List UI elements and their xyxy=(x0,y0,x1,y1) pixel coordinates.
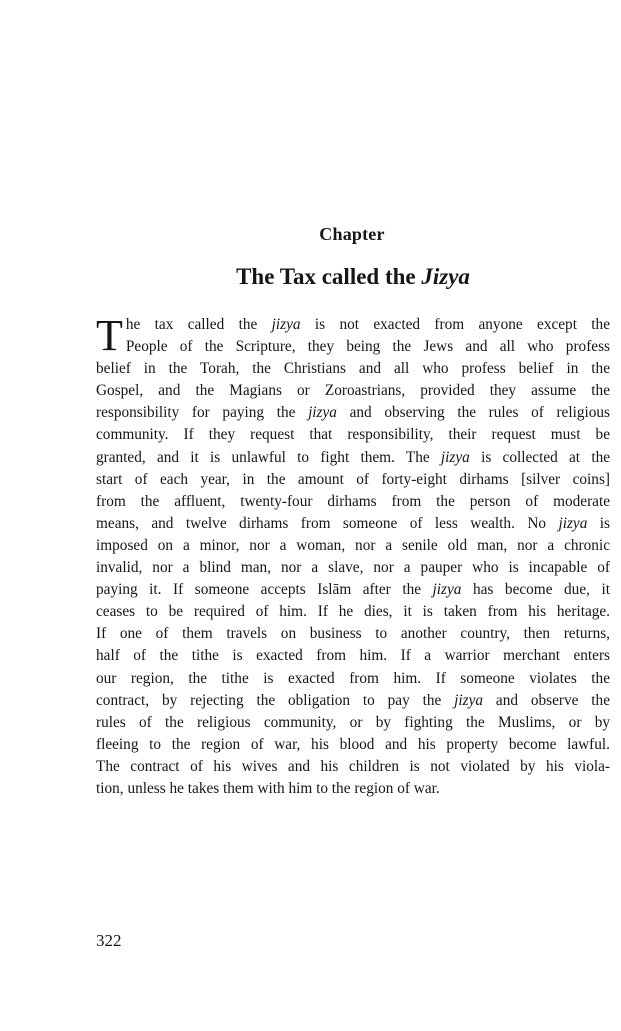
chapter-label: Chapter xyxy=(319,224,385,244)
text-line xyxy=(96,712,610,734)
text-segment: and observe the xyxy=(483,691,610,709)
text-line xyxy=(96,513,610,535)
text-segment: and observing the rules of religious xyxy=(336,404,610,422)
text-line xyxy=(96,447,610,469)
text-segment: People of the Scripture, they being the Jews and all who profess xyxy=(125,338,610,356)
italic-term: jizya xyxy=(308,404,337,422)
text-segment: is xyxy=(587,514,610,532)
text-segment: contract, by rejecting the obligation to pay the xyxy=(96,691,455,709)
text-line xyxy=(96,690,610,712)
text-line xyxy=(96,601,610,623)
text-line xyxy=(96,424,610,446)
text-line xyxy=(96,645,610,667)
paragraph-lines xyxy=(96,311,611,800)
text-segment: he tax called the xyxy=(125,316,272,333)
text-segment: The contract of his wives and his children is not violated by his viola- xyxy=(96,757,610,775)
text-line xyxy=(96,402,610,424)
text-segment: invalid, nor a blind man, nor a slave, nor a pauper who is incapable of xyxy=(96,559,610,577)
drop-cap: T xyxy=(96,311,123,360)
text-line xyxy=(96,623,610,645)
page-number: 322 xyxy=(96,931,122,950)
text-segment: half of the tithe is exacted from him. If a warrior merchant enters xyxy=(96,647,610,665)
text-segment: belief in the Torah, the Christians and all who profess belief in the xyxy=(96,360,610,378)
text-segment: fleeing to the region of war, his blood and his property become lawful. xyxy=(96,735,610,753)
text-line xyxy=(96,756,610,778)
italic-term: jizya xyxy=(271,316,301,333)
text-line xyxy=(96,469,610,491)
text-segment: imposed on a minor, nor a woman, nor a senile old man, nor a chronic xyxy=(96,536,610,554)
chapter-title xyxy=(0,264,621,290)
italic-term: jizya xyxy=(558,514,588,532)
text-segment: our region, the tithe is exacted from him. If someone violates the xyxy=(96,669,610,687)
text-line xyxy=(96,778,610,800)
italic-term: jizya xyxy=(454,691,484,709)
text-segment: tion, unless he takes them with him to the region of war. xyxy=(96,779,440,797)
chapter-title-text: The Tax called the xyxy=(236,264,422,289)
text-line xyxy=(96,314,610,336)
text-segment: start of each year, in the amount of forty-eight dirhams [silver coins] xyxy=(96,470,610,488)
text-line xyxy=(96,358,610,380)
text-segment: has become due, it xyxy=(461,581,610,599)
body-paragraph xyxy=(96,311,611,800)
text-segment: granted, and it is unlawful to fight them. The xyxy=(96,448,441,466)
text-segment: responsibility for paying the xyxy=(96,404,309,422)
chapter-title-italic-term: Jizya xyxy=(421,264,470,289)
text-segment: rules of the religious community, or by fighting the Muslims, or by xyxy=(96,713,610,731)
text-segment: is not exacted from anyone except the xyxy=(300,316,610,333)
text-segment: community. If they request that responsibility, their request must be xyxy=(96,426,610,444)
italic-term: jizya xyxy=(432,581,462,599)
text-line xyxy=(96,491,610,513)
italic-term: jizya xyxy=(440,448,470,466)
text-segment: Gospel, and the Magians or Zoroastrians, provided they assume the xyxy=(96,382,610,400)
text-segment: means, and twelve dirhams from someone of less wealth. No xyxy=(96,514,559,532)
text-line xyxy=(96,535,610,557)
text-line xyxy=(96,579,610,601)
text-line xyxy=(96,380,610,402)
text-line xyxy=(96,668,610,690)
text-segment: is collected at the xyxy=(469,448,611,466)
text-line xyxy=(96,336,610,358)
text-segment: If one of them travels on business to another country, then returns, xyxy=(96,625,610,643)
text-segment: from the affluent, twenty-four dirhams from the person of moderate xyxy=(96,492,610,510)
text-line xyxy=(96,557,610,579)
text-line xyxy=(96,734,610,756)
text-segment: ceases to be required of him. If he dies, it is taken from his heritage. xyxy=(96,603,610,621)
text-segment: paying it. If someone accepts Islām after the xyxy=(96,581,433,599)
